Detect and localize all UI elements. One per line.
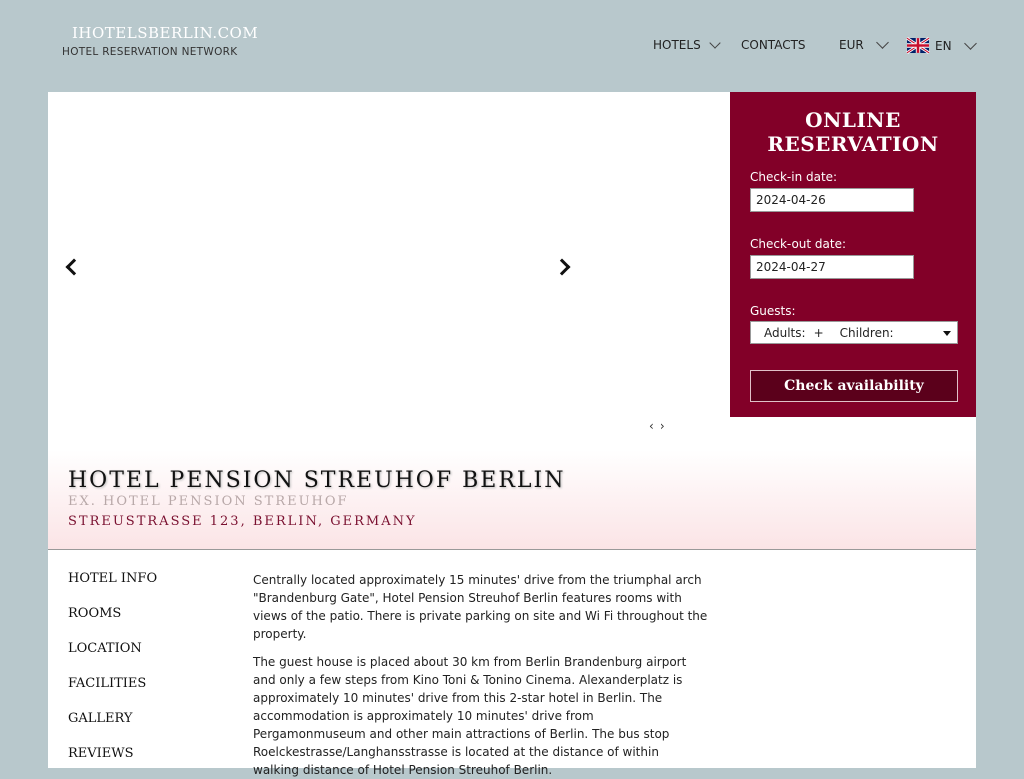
chevron-down-icon xyxy=(876,36,889,49)
language-dropdown[interactable] xyxy=(907,38,975,53)
caret-down-icon xyxy=(943,331,951,336)
hotel-name: HOTEL PENSION STREUHOF BERLIN xyxy=(68,468,566,493)
check-availability-button[interactable]: Check availability xyxy=(750,370,958,402)
guests-adults-label: Adults: xyxy=(764,326,806,340)
reservation-panel xyxy=(730,92,976,417)
checkin-label: Check-in date: xyxy=(750,170,838,184)
guests-plus: + xyxy=(813,326,824,340)
hotel-former-name: EX. HOTEL PENSION STREUHOF xyxy=(68,494,349,509)
currency-label: EUR xyxy=(839,38,864,52)
nav-hotels-dropdown[interactable] xyxy=(653,38,719,52)
hotel-description-paragraph-2: The guest house is placed about 30 km from Berlin Brandenburg airport and only a few steps from Kino Toni & Tonino Cinema. Alexanderplatz is approximately 10 minutes' drive from this 2-star hotel in Berlin. The accommodation is approximately 10 minutes' drive from Pergamonmuseum and other main attractions of Berlin. The bus stop Roelckestrasse/Langhansstrasse is located at the distance of within walking distance of Hotel Pension Streuhof Berlin. xyxy=(253,655,687,777)
nav-contacts-link[interactable] xyxy=(741,38,806,52)
thumb-next-button[interactable]: › xyxy=(659,419,671,433)
hotel-title-band xyxy=(48,450,976,550)
guests-select[interactable] xyxy=(750,321,958,344)
side-menu-reviews[interactable]: REVIEWS xyxy=(68,746,134,761)
hotel-description-paragraph-1: Centrally located approximately 15 minutes' drive from the triumphal arch "Brandenburg Gate", Hotel Pension Streuhof Berlin features rooms with views of the patio. There is private parking on site and Wi Fi throughout the property. xyxy=(253,573,708,641)
reservation-title-line2: RESERVATION xyxy=(767,132,939,156)
uk-flag-icon xyxy=(907,38,929,53)
reservation-title xyxy=(730,108,976,156)
reservation-title-line1: ONLINE xyxy=(805,108,901,132)
guests-label: Guests: xyxy=(750,304,796,318)
nav-hotels-label: HOTELS xyxy=(653,38,701,52)
thumb-prev-button[interactable]: ‹ xyxy=(649,419,660,433)
chevron-right-icon[interactable] xyxy=(554,259,571,276)
currency-dropdown[interactable] xyxy=(839,38,887,52)
chevron-down-icon xyxy=(964,37,977,50)
guests-children-label: Children: xyxy=(839,326,894,340)
language-label: EN xyxy=(935,38,952,53)
side-menu-rooms[interactable]: ROOMS xyxy=(68,606,122,621)
thumbnail-nav xyxy=(649,419,671,433)
checkout-date-input[interactable]: 2024-04-27 xyxy=(750,255,914,279)
main-content xyxy=(48,92,976,777)
chevron-down-icon xyxy=(709,37,720,48)
hotel-address: STREUSTRASSE 123, BERLIN, GERMANY xyxy=(68,514,417,529)
side-menu-location[interactable]: LOCATION xyxy=(68,641,142,656)
checkin-date-input[interactable]: 2024-04-26 xyxy=(750,188,914,212)
checkout-label: Check-out date: xyxy=(750,237,847,251)
chevron-left-icon[interactable] xyxy=(66,259,83,276)
site-logo-title[interactable]: IHOTELSBERLIN.COM xyxy=(72,24,259,42)
site-header xyxy=(0,0,1024,92)
side-menu-hotel-info[interactable]: HOTEL INFO xyxy=(68,571,158,586)
nav-contacts-label: CONTACTS xyxy=(741,38,806,52)
side-menu-gallery[interactable]: GALLERY xyxy=(68,711,133,726)
side-menu-facilities[interactable]: FACILITIES xyxy=(68,676,147,691)
site-logo-subtitle: HOTEL RESERVATION NETWORK xyxy=(62,46,238,58)
